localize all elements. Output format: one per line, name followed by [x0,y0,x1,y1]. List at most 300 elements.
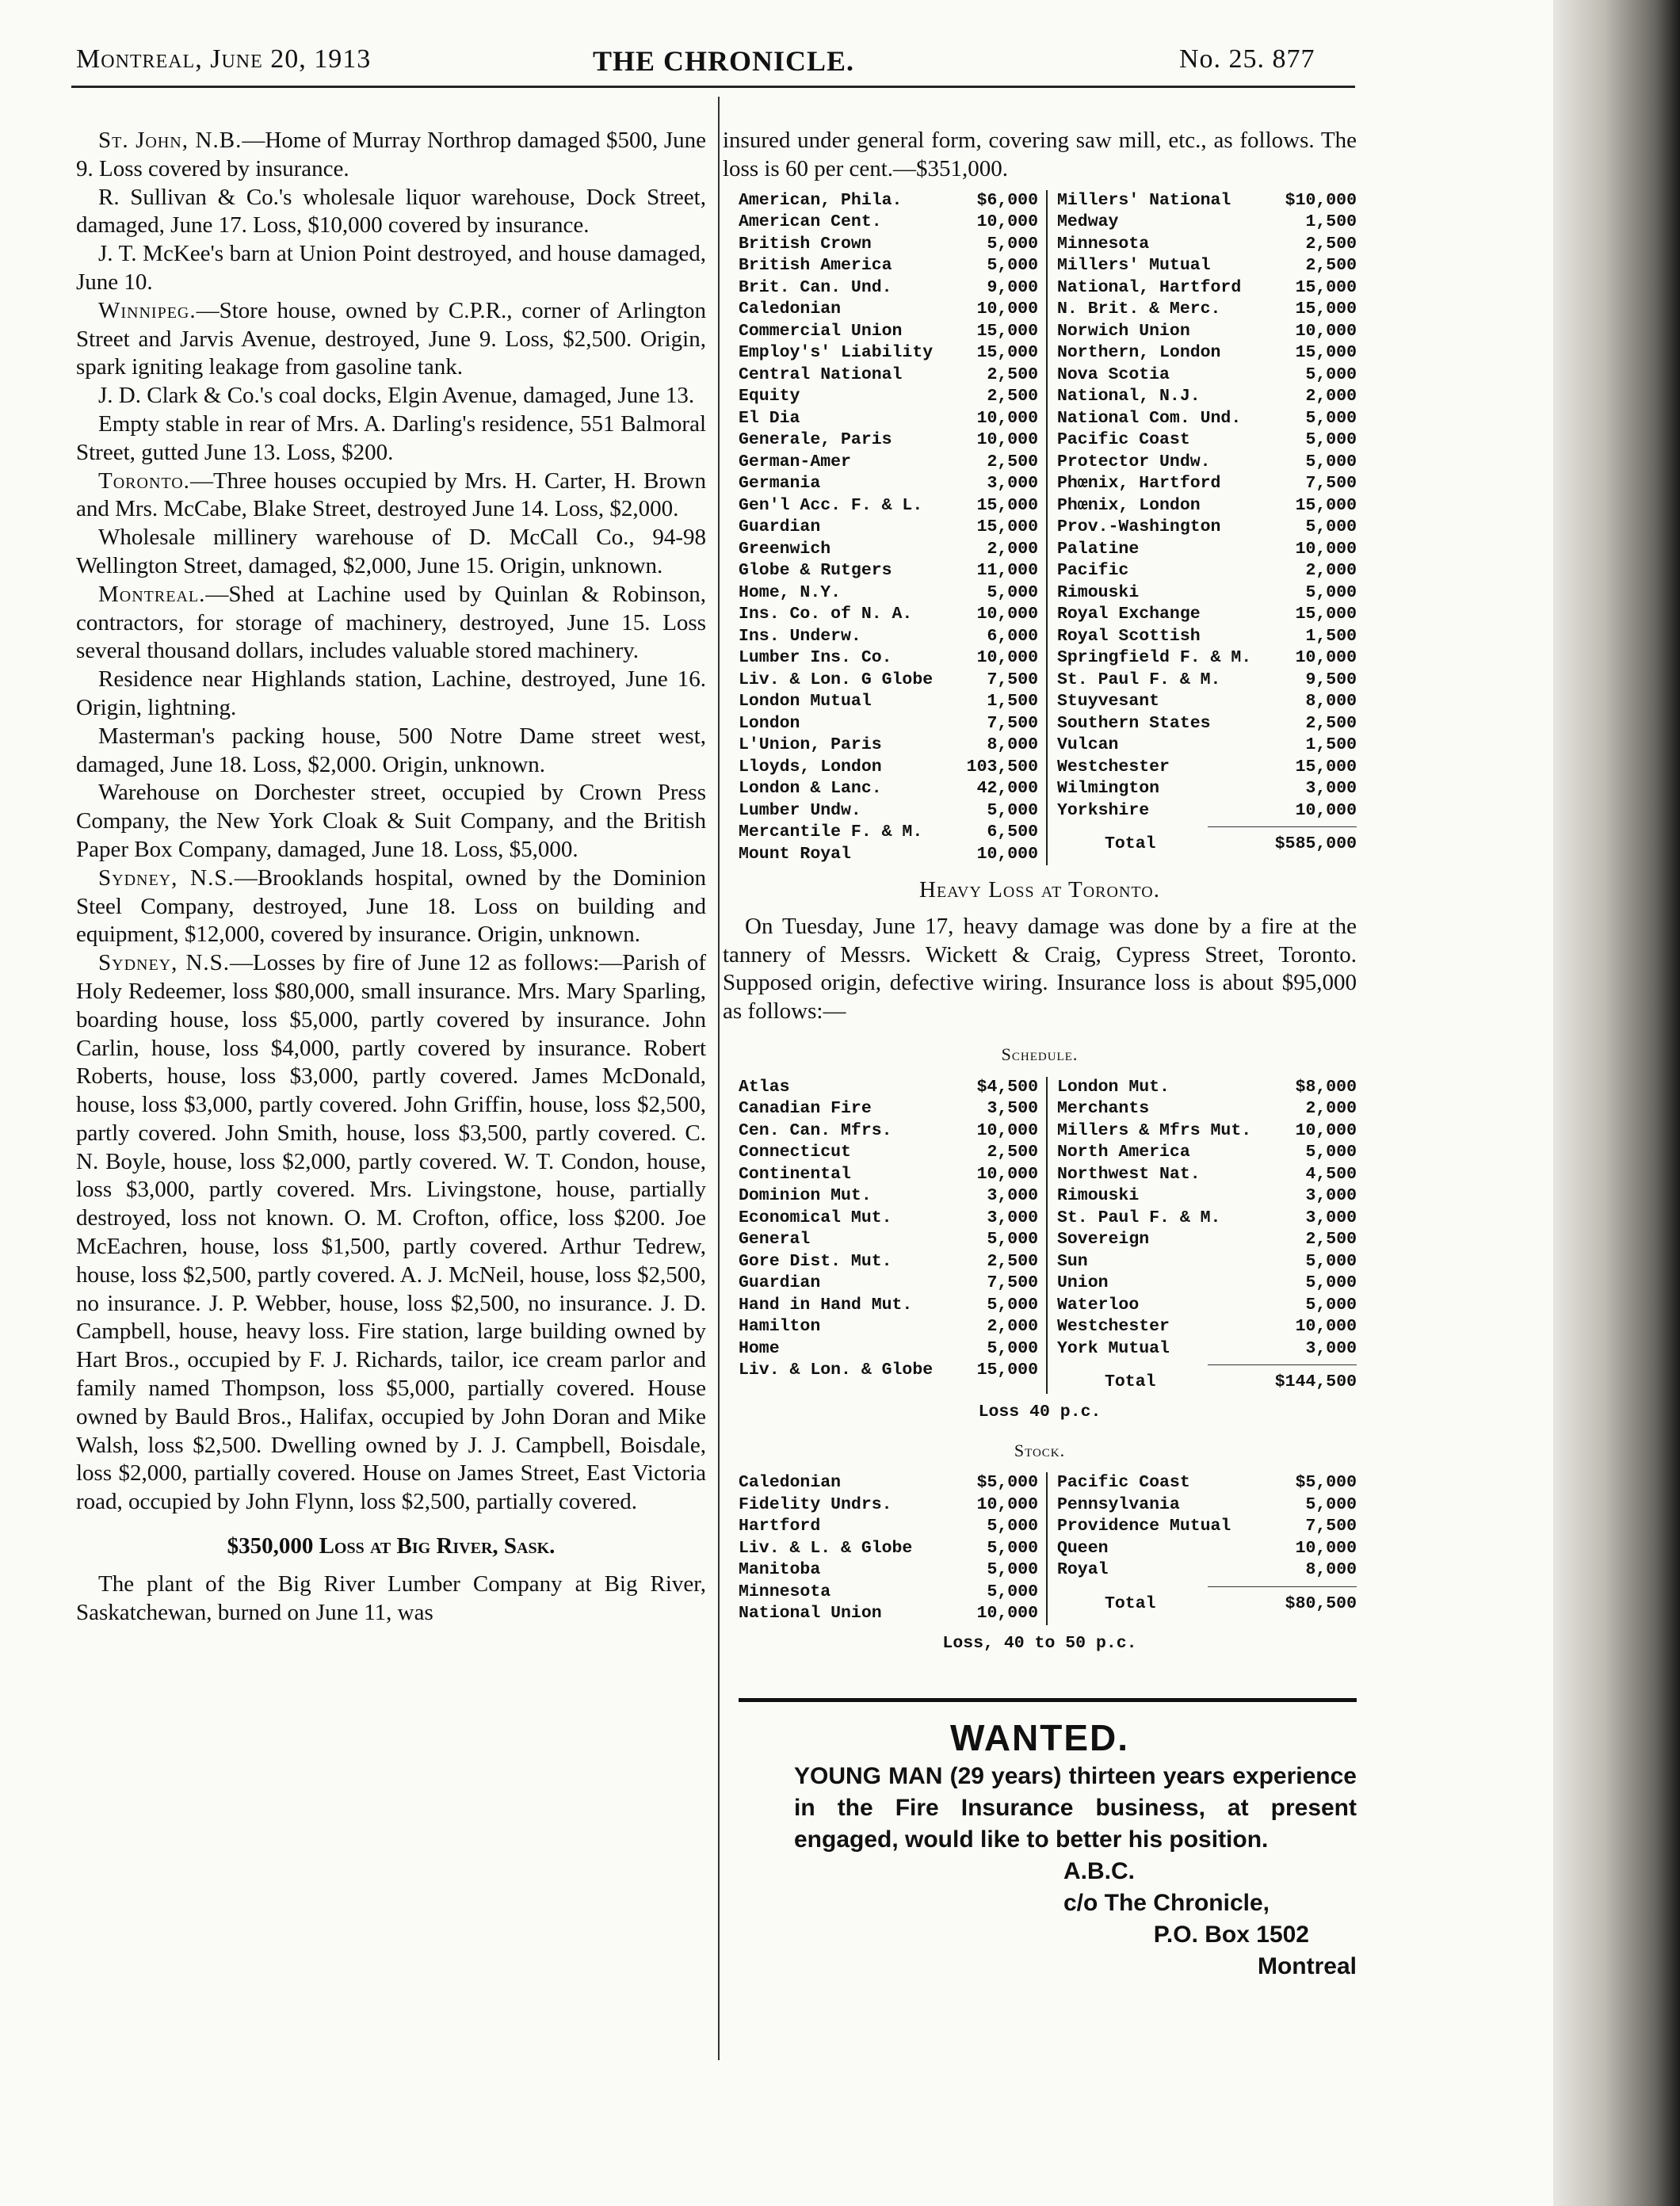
insured-amount: 15,000 [1295,343,1357,363]
insurer-row [1057,713,1357,735]
insured-amount: 5,000 [1305,1295,1357,1315]
insurer-name: Ins. Co. of N. A. [739,605,913,624]
insurer-name: Royal Scottish [1057,626,1201,646]
insured-amount: 2,000 [1305,561,1357,581]
insurer-name: Millers & Mfrs Mut. [1057,1120,1252,1140]
big-river-intro: insured under general form, covering saw mill, etc., as follows. The loss is 60 per cent.—$351,000. [723,128,1357,181]
insured-amount: 5,000 [1305,1494,1357,1514]
insured-amount: 15,000 [1295,495,1357,515]
insurer-name: Caledonian [739,1473,842,1493]
report-text: —Store house, owned by C.P.R., corner of Arlington Street and Jarvis Avenue, destroyed, June 9. Loss, $2,500. Origin, spark igniting leakage from gasoline tank. [76,297,706,380]
insurer-row [739,1559,1038,1582]
insured-amount: 15,000 [976,343,1038,363]
insurer-row [739,495,1038,517]
insurer-name: Providence Mutual [1057,1517,1231,1536]
insurer-row [739,757,1038,779]
insurer-name: Norwich Union [1057,321,1190,341]
insurer-row [739,277,1038,300]
insurer-name: London & Lanc. [739,779,882,799]
report-text: Warehouse on Dorchester street, occupied by Crown Press Company, the New York Cloak & Suit Company, and the British Paper Box Company, damaged, June 18. Loss, $5,000. [76,780,706,862]
insurer-row [1057,778,1357,800]
insurer-name: Ins. Underw. [739,626,861,646]
total-value: $585,000 [1274,834,1357,854]
insured-amount: 10,000 [1295,539,1357,559]
insurer-name: Northern, London [1057,343,1221,363]
insured-amount: 2,000 [1305,387,1357,406]
insured-amount: 5,000 [987,1517,1038,1536]
insurer-row [739,517,1038,539]
insured-amount: 5,000 [987,234,1038,254]
insurer-name: London Mut. [1057,1077,1170,1097]
insurer-name: Commercial Union [739,321,903,341]
insured-amount: 2,500 [1305,256,1357,276]
insured-amount: 5,000 [1305,1251,1357,1271]
insurer-row [739,321,1038,343]
insured-amount: 15,000 [976,1361,1038,1380]
insurer-row [739,1295,1038,1317]
insurer-name: North America [1057,1143,1190,1162]
wanted-addr-care-of: c/o The Chronicle, [1063,1889,1270,1916]
fire-report-paragraph [76,297,706,382]
insurer-row [1057,495,1357,517]
insurer-name: Pacific [1057,561,1129,581]
insurer-row [1057,429,1357,452]
insurer-row [1057,1538,1357,1560]
insured-amount: 2,000 [987,539,1038,559]
insurer-row [1057,647,1357,670]
insured-amount: 2,500 [987,364,1038,384]
insured-amount: 10,000 [1295,1317,1357,1337]
report-location: Toronto. [98,468,190,494]
insurer-name: Globe & Rutgers [739,561,892,581]
insurer-row [1057,1120,1357,1143]
insurer-row [1057,691,1357,713]
insurer-name: Springfield F. & M. [1057,648,1252,668]
insurer-row [739,778,1038,800]
total-row [1057,834,1357,856]
insurer-name: Wilmington [1057,779,1160,799]
report-text: Masterman's packing house, 500 Notre Dame street west, damaged, June 18. Loss, $2,000. Origin, unknown. [76,723,706,777]
total-rule [1208,1586,1357,1587]
report-location: Winnipeg. [98,297,197,323]
total-row [1057,1372,1357,1394]
insurer-row [739,1494,1038,1517]
report-text: Residence near Highlands station, Lachine, destroyed, June 16. Origin, lightning. [76,666,706,720]
insurer-name: L'Union, Paris [739,735,882,755]
big-river-table-left [739,190,1046,866]
insured-amount: $8,000 [1295,1077,1357,1097]
report-text: —Brooklands hospital, owned by the Dominion Steel Company, destroyed, June 18. Loss on building and equipment, $12,000, covered by insurance. Origin, unknown. [76,864,706,948]
insurer-row [739,408,1038,430]
insurer-row [739,255,1038,277]
insurer-row [739,1229,1038,1251]
insured-amount: 5,000 [987,256,1038,276]
insurer-name: German-Amer [739,452,851,471]
insured-amount: 8,000 [987,735,1038,755]
insurer-row [1057,1077,1357,1099]
insured-amount: 5,000 [1305,452,1357,471]
total-rule [1208,826,1357,827]
insured-amount: 2,500 [1305,1230,1357,1250]
insurer-name: Home, N.Y. [739,582,842,602]
insurer-row [1057,1251,1357,1273]
insured-amount: 2,500 [1305,234,1357,254]
insurer-row [1057,473,1357,495]
insurer-row [739,364,1038,387]
wanted-advertisement [723,1716,1357,1983]
insurer-name: National Union [739,1604,882,1624]
wanted-body [794,1761,1357,1856]
insurer-row [1057,277,1357,300]
insurer-row [739,212,1038,234]
insured-amount: 10,000 [976,408,1038,428]
insured-amount: 3,000 [987,1208,1038,1227]
insurer-row [739,604,1038,626]
insurer-name: Liv. & Lon. & Globe [739,1361,934,1380]
insurer-name: Northwest Nat. [1057,1164,1201,1184]
fire-report-paragraph [76,240,706,297]
insurer-name: Union [1057,1273,1109,1293]
insurer-name: London Mutual [739,692,872,712]
stock-loss-note: Loss, 40 to 50 p.c. [942,1633,1137,1653]
insured-amount: 5,000 [987,582,1038,602]
insurer-name: Equity [739,387,800,406]
insurer-name: Generale, Paris [739,430,892,450]
fire-report-paragraph [76,468,706,525]
insured-amount: 7,500 [1305,474,1357,494]
insured-amount: 7,500 [987,713,1038,733]
insurer-row [739,1185,1038,1208]
insurer-name: Central National [739,364,903,384]
insured-amount: 3,000 [1305,1186,1357,1206]
insured-amount: 1,500 [1305,735,1357,755]
insurer-name: Hamilton [739,1317,821,1337]
insured-amount: 10,000 [1295,1538,1357,1558]
book-page-edge [1553,0,1680,2206]
insured-amount: 3,000 [987,474,1038,494]
insurer-name: Dominion Mut. [739,1186,872,1206]
insurer-name: El Dia [739,408,800,428]
insurer-row [739,691,1038,713]
toronto-heading: Heavy Loss at Toronto. [919,877,1160,903]
insurer-row [1057,255,1357,277]
insured-amount: 7,500 [987,670,1038,689]
total-label: Total [1105,1593,1156,1613]
insurer-row [739,560,1038,582]
toronto-paragraph: On Tuesday, June 17, heavy damage was done by a fire at the tannery of Messrs. Wickett & Craig, Cypress Street, Toronto. Supposed origin, defective wiring. Insurance loss is about $95,000 as follows:— [723,913,1357,1025]
insurer-name: Merchants [1057,1099,1150,1119]
report-text: —Shed at Lachine used by Quinlan & Robinson, contractors, for storage of machinery, destroyed, June 15. Loss several thousand dollars, includes valuable stored machinery. [76,581,706,664]
schedule-table [739,1077,1357,1394]
insurer-row [739,1538,1038,1560]
report-location: Sydney, N.S. [98,950,231,976]
insurer-name: St. Paul F. & M. [1057,670,1221,689]
schedule-loss-note: Loss 40 p.c. [978,1402,1102,1422]
big-river-amount: $350,000 [227,1533,314,1559]
insured-amount: 5,000 [1305,408,1357,428]
right-column [723,127,1357,1983]
total-label: Total [1105,1372,1156,1392]
insurer-row [739,234,1038,256]
insurer-name: National, Hartford [1057,277,1242,297]
insured-amount: 10,000 [976,844,1038,864]
insurer-name: Home [739,1338,780,1358]
insurer-row [739,1208,1038,1230]
insurer-name: Atlas [739,1077,790,1097]
insurer-name: Greenwich [739,539,831,559]
report-text: —Losses by fire of June 12 as follows:—Parish of Holy Redeemer, loss $80,000, small insurance. Mrs. Mary Sparling, boarding house, loss $5,000, partly covered by insurance. John Carlin, house, loss $4,000, partly covered by insurance. Robert Roberts, house, loss $3,000, partly covered. James McDonald, house, loss $3,000, partly covered. John Griffin, house, loss $2,500, partly covered. John Smith, house, loss $3,500, partly covered. C. N. Boyle, house, loss $2,000, partly covered. W. T. Condon, house, loss $3,000, partly covered. Mrs. Livingstone, house, partially destroyed, loss not known. O. M. Crofton, office, loss $200. Joe McEachren, house, loss $1,500, partly covered. Arthur Tedrew, house, loss $2,500, partly covered. A. J. McNeil, house, loss $2,500, no insurance. J. P. Webber, house, loss $2,500, no insurance. J. D. Campbell, house, heavy loss. Fire station, large building owned by Hart Bros., occupied by F. J. Richards, tailor, ice cream parlor and family named Thompson, loss $5,000, partially covered. House owned by Bauld Bros., Halifax, occupied by John Doran and Mike Walsh, loss $2,500. Dwelling owned by J. J. Campbell, Boisdale, loss $2,000, partially covered. House on James Street, East Victoria road, occupied by John Flynn, loss $2,500, partially covered. [76,950,706,1515]
insurer-row [1057,299,1357,321]
insurer-row [1057,1559,1357,1582]
insured-amount: 42,000 [976,779,1038,799]
big-river-heading-text: Loss at Big River, Sask. [319,1533,556,1559]
insured-amount: $6,000 [976,190,1038,210]
insured-amount: 7,500 [1305,1517,1357,1536]
stock-title: Stock. [1014,1440,1066,1460]
insured-amount: 10,000 [1295,800,1357,820]
insurer-row [739,452,1038,474]
insured-amount: 5,000 [1305,1143,1357,1162]
wanted-lead: YOUNG MAN [794,1762,943,1789]
insured-amount: 3,000 [1305,1208,1357,1227]
report-text: R. Sullivan & Co.'s wholesale liquor warehouse, Dock Street, damaged, June 17. Loss, $10,000 covered by insurance. [76,184,706,239]
insurer-name: Gore Dist. Mut. [739,1251,892,1271]
insurer-row [1057,342,1357,364]
insurer-row [739,539,1038,561]
insurer-name: Medway [1057,212,1119,232]
insured-amount: 2,500 [1305,713,1357,733]
insurer-row [1057,800,1357,822]
insurer-row [1057,626,1357,648]
insured-amount: 3,000 [1305,779,1357,799]
insurer-name: Connecticut [739,1143,851,1162]
insured-amount: 15,000 [1295,605,1357,624]
insurer-row [1057,757,1357,779]
wanted-rule [739,1698,1357,1702]
schedule-table-right [1046,1077,1357,1394]
insurer-row [1057,190,1357,212]
insured-amount: $4,500 [976,1077,1038,1097]
big-river-paragraph: The plant of the Big River Lumber Company at Big River, Saskatchewan, burned on June 11, was [76,1571,706,1625]
insurer-row [1057,1338,1357,1361]
insurer-name: London [739,713,800,733]
insured-amount: 15,000 [1295,300,1357,319]
insurer-row [739,1338,1038,1361]
insured-amount: 1,500 [987,692,1038,712]
insurer-name: Liv. & Lon. G Globe [739,670,934,689]
report-text: —Three houses occupied by Mrs. H. Carter, H. Brown and Mrs. McCabe, Blake Street, destroyed June 14. Loss, $2,000. [76,468,706,522]
insurer-row [1057,1472,1357,1494]
insurer-row [1057,234,1357,256]
insurer-row [739,473,1038,495]
insured-amount: 5,000 [1305,1273,1357,1293]
report-location: Montreal. [98,581,206,607]
big-river-heading [76,1532,706,1561]
total-row [1057,1593,1357,1616]
insurer-row [1057,539,1357,561]
insurer-row [1057,321,1357,343]
fire-report-paragraph [76,723,706,780]
wanted-addr-name: A.B.C. [1063,1857,1135,1884]
insurer-name: Caledonian [739,300,842,319]
insurer-name: Pacific Coast [1057,430,1190,450]
insurer-name: Millers' Mutual [1057,256,1211,276]
insurer-row [739,582,1038,605]
insurer-row [1057,1142,1357,1164]
fire-report-paragraph [76,127,706,184]
insurer-name: Mercantile F. & M. [739,822,923,842]
insured-amount: 1,500 [1305,212,1357,232]
insured-amount: 2,500 [987,452,1038,471]
insurer-name: Lumber Undw. [739,800,861,820]
big-river-table-right [1046,190,1357,866]
insurer-name: Palatine [1057,539,1140,559]
insurer-name: Rimouski [1057,582,1140,602]
insurer-name: British America [739,256,892,276]
insurer-name: Hand in Hand Mut. [739,1295,913,1315]
insurer-name: Lumber Ins. Co. [739,648,892,668]
insured-amount: $5,000 [976,1473,1038,1493]
fire-report-paragraph [76,666,706,723]
insurer-row [1057,582,1357,605]
insured-amount: 2,000 [987,1317,1038,1337]
insurer-row [1057,1295,1357,1317]
insurer-name: St. Paul F. & M. [1057,1208,1221,1227]
insured-amount: 103,500 [966,757,1038,777]
insured-amount: 7,500 [987,1273,1038,1293]
insurer-row [739,1077,1038,1099]
fire-report-paragraph [76,410,706,468]
insured-amount: 3,000 [987,1186,1038,1206]
insurer-row [739,844,1038,866]
insurer-row [739,1472,1038,1494]
insurer-name: Westchester [1057,1317,1170,1337]
insurer-row [739,735,1038,757]
left-column [76,127,706,1627]
insurer-name: Guardian [739,517,821,537]
stock-table [739,1472,1357,1625]
insured-amount: 10,000 [976,648,1038,668]
total-value: $80,500 [1285,1593,1357,1613]
insured-amount: 2,500 [987,1143,1038,1162]
insurer-name: Royal [1057,1560,1109,1580]
insurer-row [1057,735,1357,757]
insured-amount: 4,500 [1305,1164,1357,1184]
insurer-row [739,1360,1038,1382]
insured-amount: 5,000 [1305,430,1357,450]
insurer-name: Pennsylvania [1057,1494,1180,1514]
insurer-name: Protector Undw. [1057,452,1211,471]
insured-amount: 15,000 [976,495,1038,515]
insurer-name: Millers' National [1057,190,1231,210]
insured-amount: 5,000 [987,1538,1038,1558]
insured-amount: 9,500 [1305,670,1357,689]
insured-amount: 9,000 [987,277,1038,297]
insurer-row [1057,670,1357,692]
total-rule [1208,1364,1357,1365]
insurer-name: Minnesota [1057,234,1150,254]
wanted-addr-city: Montreal [1257,1952,1357,1979]
insurer-row [739,1164,1038,1186]
insured-amount: 15,000 [976,321,1038,341]
insured-amount: 11,000 [976,561,1038,581]
insurer-name: York Mutual [1057,1338,1170,1358]
insured-amount: 5,000 [987,800,1038,820]
insurer-name: Royal Exchange [1057,605,1201,624]
insurer-name: Pacific Coast [1057,1473,1190,1493]
insurer-row [739,713,1038,735]
report-text: J. T. McKee's barn at Union Point destroyed, and house damaged, June 10. [76,241,706,295]
insurer-row [739,1316,1038,1338]
insured-amount: 10,000 [976,605,1038,624]
insurer-row [1057,517,1357,539]
fire-report-paragraph [76,382,706,410]
insurer-row [739,670,1038,692]
insurer-row [739,342,1038,364]
insured-amount: 10,000 [1295,321,1357,341]
insured-amount: 10,000 [1295,648,1357,668]
insured-amount: 10,000 [976,1120,1038,1140]
insurer-row [1057,408,1357,430]
fire-report-paragraph [76,949,706,1517]
insurer-name: Cen. Can. Mfrs. [739,1120,892,1140]
report-text: —Home of Murray Northrop damaged $500, June 9. Loss covered by insurance. [76,128,706,181]
total-value: $144,500 [1274,1372,1357,1392]
insured-amount: 10,000 [976,430,1038,450]
header-dateline: Montreal, June 20, 1913 [76,44,372,74]
insurer-name: Yorkshire [1057,800,1150,820]
insurer-row [739,190,1038,212]
insurer-name: N. Brit. & Merc. [1057,300,1221,319]
insurer-row [739,299,1038,321]
insurer-row [739,1120,1038,1143]
insurer-name: Queen [1057,1538,1109,1558]
insured-amount: 15,000 [1295,277,1357,297]
insurer-name: Mount Royal [739,844,851,864]
insured-amount: 10,000 [1295,1120,1357,1140]
insurer-name: Prov.-Washington [1057,517,1221,537]
big-river-insurance-table [739,190,1357,866]
stock-table-right [1046,1472,1357,1625]
insurer-row [739,1582,1038,1604]
insurer-name: National Com. Und. [1057,408,1242,428]
insured-amount: 2,500 [987,387,1038,406]
insured-amount: 6,500 [987,822,1038,842]
insurer-name: Employ's' Liability [739,343,934,363]
insurer-name: Stuyvesant [1057,692,1160,712]
header-rule [71,86,1355,88]
insured-amount: 10,000 [976,1604,1038,1624]
insurer-name: Liv. & L. & Globe [739,1538,913,1558]
insurer-row [1057,1164,1357,1186]
report-location: St. John, N.B. [98,128,242,153]
insurer-row [739,1251,1038,1273]
insurer-row [739,386,1038,408]
insurer-name: Westchester [1057,757,1170,777]
insurer-row [1057,452,1357,474]
insurer-name: Guardian [739,1273,821,1293]
insurer-row [739,647,1038,670]
header-title: THE CHRONICLE. [593,45,855,77]
schedule-table-left [739,1077,1046,1394]
insurer-row [739,1603,1038,1625]
report-text: Wholesale millinery warehouse of D. McCall Co., 94-98 Wellington Street, damaged, $2,000, June 15. Origin, unknown. [76,525,706,578]
header-page-number: No. 25. 877 [1179,44,1315,74]
insurer-row [739,800,1038,822]
insurer-row [1057,386,1357,408]
report-location: Sydney, N.S. [98,864,235,891]
insurer-row [1057,604,1357,626]
